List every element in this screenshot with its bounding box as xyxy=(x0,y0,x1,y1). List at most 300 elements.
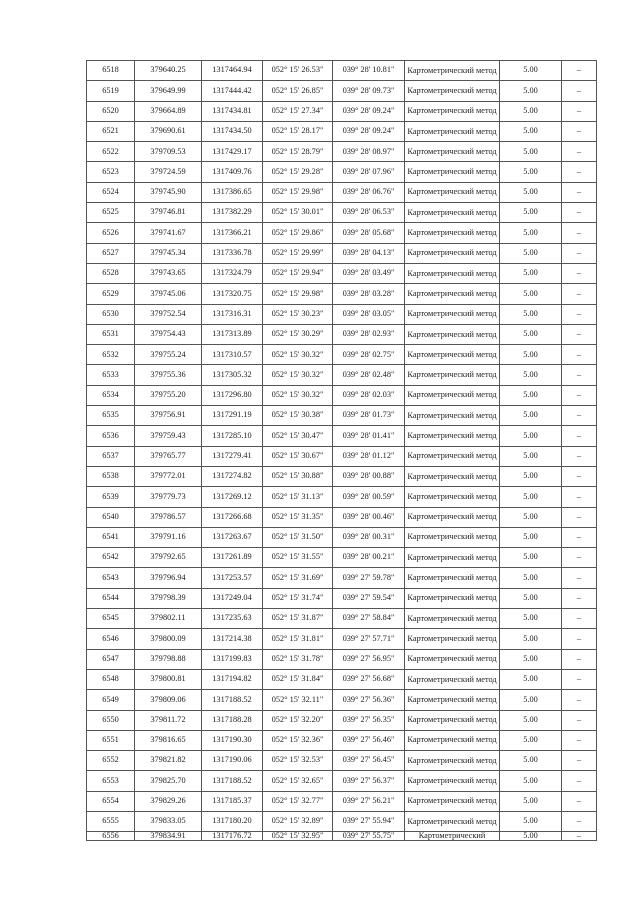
note-cell: – xyxy=(562,142,597,162)
accuracy-cell: 5.00 xyxy=(500,710,562,730)
table-row xyxy=(87,365,597,385)
point-number-cell: 6556 xyxy=(87,832,135,841)
x-coordinate-cell: 379745.06 xyxy=(135,284,202,304)
longitude-cell: 039° 28' 00.31" xyxy=(333,527,405,547)
latitude-cell: 052° 15' 30.29" xyxy=(263,324,333,344)
note-cell: – xyxy=(562,182,597,202)
table-row xyxy=(87,304,597,324)
note-cell: – xyxy=(562,406,597,426)
y-coordinate-cell: 1317310.57 xyxy=(202,345,263,365)
y-coordinate-cell: 1317296.80 xyxy=(202,385,263,405)
point-number-cell: 6555 xyxy=(87,811,135,831)
y-coordinate-cell: 1317269.12 xyxy=(202,487,263,507)
note-cell: – xyxy=(562,263,597,283)
method-cell: Картометрический метод xyxy=(405,710,500,730)
latitude-cell: 052° 15' 30.32" xyxy=(263,365,333,385)
point-number-cell: 6539 xyxy=(87,487,135,507)
accuracy-cell: 5.00 xyxy=(500,548,562,568)
y-coordinate-cell: 1317336.78 xyxy=(202,243,263,263)
longitude-cell: 039° 27' 56.37" xyxy=(333,771,405,791)
point-number-cell: 6554 xyxy=(87,791,135,811)
accuracy-cell: 5.00 xyxy=(500,162,562,182)
point-number-cell: 6543 xyxy=(87,568,135,588)
table-row xyxy=(87,81,597,101)
accuracy-cell: 5.00 xyxy=(500,345,562,365)
note-cell: – xyxy=(562,61,597,81)
method-cell: Картометрический метод xyxy=(405,690,500,710)
x-coordinate-cell: 379664.89 xyxy=(135,101,202,121)
method-cell: Картометрический метод xyxy=(405,751,500,771)
note-cell: – xyxy=(562,771,597,791)
latitude-cell: 052° 15' 31.74" xyxy=(263,588,333,608)
y-coordinate-cell: 1317279.41 xyxy=(202,446,263,466)
latitude-cell: 052° 15' 30.32" xyxy=(263,385,333,405)
note-cell: – xyxy=(562,121,597,141)
method-cell: Картометрический метод xyxy=(405,669,500,689)
point-number-cell: 6518 xyxy=(87,61,135,81)
point-number-cell: 6523 xyxy=(87,162,135,182)
latitude-cell: 052° 15' 29.98" xyxy=(263,284,333,304)
note-cell: – xyxy=(562,324,597,344)
method-cell: Картометрический метод xyxy=(405,121,500,141)
x-coordinate-cell: 379802.11 xyxy=(135,609,202,629)
x-coordinate-cell: 379834.91 xyxy=(135,832,202,841)
accuracy-cell: 5.00 xyxy=(500,649,562,669)
method-cell: Картометрический метод xyxy=(405,791,500,811)
longitude-cell: 039° 28' 09.24" xyxy=(333,121,405,141)
latitude-cell: 052° 15' 26.53" xyxy=(263,61,333,81)
point-number-cell: 6531 xyxy=(87,324,135,344)
point-number-cell: 6545 xyxy=(87,609,135,629)
longitude-cell: 039° 27' 56.68" xyxy=(333,669,405,689)
longitude-cell: 039° 28' 02.93" xyxy=(333,324,405,344)
method-cell: Картометрический метод xyxy=(405,61,500,81)
x-coordinate-cell: 379743.65 xyxy=(135,263,202,283)
table-row xyxy=(87,730,597,750)
longitude-cell: 039° 28' 06.76" xyxy=(333,182,405,202)
point-number-cell: 6534 xyxy=(87,385,135,405)
table-row xyxy=(87,548,597,568)
point-number-cell: 6533 xyxy=(87,365,135,385)
accuracy-cell: 5.00 xyxy=(500,223,562,243)
x-coordinate-cell: 379724.59 xyxy=(135,162,202,182)
note-cell: – xyxy=(562,527,597,547)
point-number-cell: 6552 xyxy=(87,751,135,771)
table-row xyxy=(87,385,597,405)
table-body xyxy=(87,61,597,841)
accuracy-cell: 5.00 xyxy=(500,101,562,121)
table-row xyxy=(87,263,597,283)
note-cell: – xyxy=(562,81,597,101)
table-row xyxy=(87,61,597,81)
accuracy-cell: 5.00 xyxy=(500,487,562,507)
longitude-cell: 039° 28' 00.46" xyxy=(333,507,405,527)
accuracy-cell: 5.00 xyxy=(500,466,562,486)
table-row xyxy=(87,324,597,344)
accuracy-cell: 5.00 xyxy=(500,527,562,547)
note-cell: – xyxy=(562,548,597,568)
method-cell: Картометрический метод xyxy=(405,304,500,324)
y-coordinate-cell: 1317291.19 xyxy=(202,406,263,426)
x-coordinate-cell: 379779.73 xyxy=(135,487,202,507)
longitude-cell: 039° 28' 06.53" xyxy=(333,203,405,223)
longitude-cell: 039° 27' 56.95" xyxy=(333,649,405,669)
accuracy-cell: 5.00 xyxy=(500,629,562,649)
method-cell: Картометрический xyxy=(405,832,500,841)
latitude-cell: 052° 15' 30.23" xyxy=(263,304,333,324)
table-row xyxy=(87,142,597,162)
note-cell: – xyxy=(562,223,597,243)
latitude-cell: 052° 15' 31.81" xyxy=(263,629,333,649)
method-cell: Картометрический метод xyxy=(405,406,500,426)
method-cell: Картометрический метод xyxy=(405,81,500,101)
point-number-cell: 6520 xyxy=(87,101,135,121)
y-coordinate-cell: 1317263.67 xyxy=(202,527,263,547)
note-cell: – xyxy=(562,609,597,629)
method-cell: Картометрический метод xyxy=(405,649,500,669)
x-coordinate-cell: 379800.81 xyxy=(135,669,202,689)
longitude-cell: 039° 27' 56.46" xyxy=(333,730,405,750)
latitude-cell: 052° 15' 32.77" xyxy=(263,791,333,811)
method-cell: Картометрический метод xyxy=(405,426,500,446)
point-number-cell: 6540 xyxy=(87,507,135,527)
x-coordinate-cell: 379800.09 xyxy=(135,629,202,649)
table-row xyxy=(87,649,597,669)
y-coordinate-cell: 1317261.89 xyxy=(202,548,263,568)
longitude-cell: 039° 28' 09.73" xyxy=(333,81,405,101)
x-coordinate-cell: 379640.25 xyxy=(135,61,202,81)
x-coordinate-cell: 379796.94 xyxy=(135,568,202,588)
latitude-cell: 052° 15' 30.32" xyxy=(263,345,333,365)
latitude-cell: 052° 15' 29.86" xyxy=(263,223,333,243)
method-cell: Картометрический метод xyxy=(405,548,500,568)
method-cell: Картометрический метод xyxy=(405,263,500,283)
point-number-cell: 6530 xyxy=(87,304,135,324)
longitude-cell: 039° 28' 05.68" xyxy=(333,223,405,243)
note-cell: – xyxy=(562,446,597,466)
point-number-cell: 6547 xyxy=(87,649,135,669)
longitude-cell: 039° 28' 09.24" xyxy=(333,101,405,121)
point-number-cell: 6532 xyxy=(87,345,135,365)
longitude-cell: 039° 27' 57.71" xyxy=(333,629,405,649)
y-coordinate-cell: 1317176.72 xyxy=(202,832,263,841)
accuracy-cell: 5.00 xyxy=(500,182,562,202)
method-cell: Картометрический метод xyxy=(405,324,500,344)
table-row xyxy=(87,203,597,223)
table-row xyxy=(87,690,597,710)
y-coordinate-cell: 1317188.52 xyxy=(202,690,263,710)
accuracy-cell: 5.00 xyxy=(500,751,562,771)
note-cell: – xyxy=(562,507,597,527)
x-coordinate-cell: 379755.20 xyxy=(135,385,202,405)
table-row xyxy=(87,121,597,141)
point-number-cell: 6521 xyxy=(87,121,135,141)
method-cell: Картометрический метод xyxy=(405,609,500,629)
table-row xyxy=(87,791,597,811)
accuracy-cell: 5.00 xyxy=(500,690,562,710)
x-coordinate-cell: 379811.72 xyxy=(135,710,202,730)
latitude-cell: 052° 15' 28.17" xyxy=(263,121,333,141)
accuracy-cell: 5.00 xyxy=(500,446,562,466)
x-coordinate-cell: 379755.24 xyxy=(135,345,202,365)
x-coordinate-cell: 379746.81 xyxy=(135,203,202,223)
x-coordinate-cell: 379759.43 xyxy=(135,426,202,446)
longitude-cell: 039° 27' 56.45" xyxy=(333,751,405,771)
y-coordinate-cell: 1317285.10 xyxy=(202,426,263,446)
accuracy-cell: 5.00 xyxy=(500,304,562,324)
method-cell: Картометрический метод xyxy=(405,203,500,223)
latitude-cell: 052° 15' 31.69" xyxy=(263,568,333,588)
method-cell: Картометрический метод xyxy=(405,345,500,365)
table-row xyxy=(87,527,597,547)
note-cell: – xyxy=(562,568,597,588)
method-cell: Картометрический метод xyxy=(405,466,500,486)
y-coordinate-cell: 1317180.20 xyxy=(202,811,263,831)
x-coordinate-cell: 379765.77 xyxy=(135,446,202,466)
latitude-cell: 052° 15' 29.28" xyxy=(263,162,333,182)
longitude-cell: 039° 27' 59.78" xyxy=(333,568,405,588)
latitude-cell: 052° 15' 26.85" xyxy=(263,81,333,101)
note-cell: – xyxy=(562,365,597,385)
longitude-cell: 039° 28' 03.05" xyxy=(333,304,405,324)
point-number-cell: 6548 xyxy=(87,669,135,689)
note-cell: – xyxy=(562,243,597,263)
accuracy-cell: 5.00 xyxy=(500,669,562,689)
method-cell: Картометрический метод xyxy=(405,284,500,304)
accuracy-cell: 5.00 xyxy=(500,203,562,223)
accuracy-cell: 5.00 xyxy=(500,609,562,629)
latitude-cell: 052° 15' 31.50" xyxy=(263,527,333,547)
method-cell: Картометрический метод xyxy=(405,730,500,750)
note-cell: – xyxy=(562,345,597,365)
note-cell: – xyxy=(562,832,597,841)
x-coordinate-cell: 379754.43 xyxy=(135,324,202,344)
latitude-cell: 052° 15' 30.88" xyxy=(263,466,333,486)
method-cell: Картометрический метод xyxy=(405,568,500,588)
note-cell: – xyxy=(562,751,597,771)
table-row xyxy=(87,162,597,182)
y-coordinate-cell: 1317444.42 xyxy=(202,81,263,101)
latitude-cell: 052° 15' 32.20" xyxy=(263,710,333,730)
note-cell: – xyxy=(562,730,597,750)
x-coordinate-cell: 379709.53 xyxy=(135,142,202,162)
table-row xyxy=(87,507,597,527)
longitude-cell: 039° 28' 10.81" xyxy=(333,61,405,81)
longitude-cell: 039° 28' 08.97" xyxy=(333,142,405,162)
note-cell: – xyxy=(562,669,597,689)
y-coordinate-cell: 1317194.82 xyxy=(202,669,263,689)
method-cell: Картометрический метод xyxy=(405,142,500,162)
table-row xyxy=(87,669,597,689)
x-coordinate-cell: 379809.06 xyxy=(135,690,202,710)
latitude-cell: 052° 15' 31.35" xyxy=(263,507,333,527)
y-coordinate-cell: 1317188.28 xyxy=(202,710,263,730)
note-cell: – xyxy=(562,466,597,486)
note-cell: – xyxy=(562,101,597,121)
point-number-cell: 6536 xyxy=(87,426,135,446)
accuracy-cell: 5.00 xyxy=(500,385,562,405)
point-number-cell: 6528 xyxy=(87,263,135,283)
accuracy-cell: 5.00 xyxy=(500,811,562,831)
table-row xyxy=(87,832,597,841)
x-coordinate-cell: 379755.36 xyxy=(135,365,202,385)
latitude-cell: 052° 15' 31.13" xyxy=(263,487,333,507)
table-row xyxy=(87,243,597,263)
accuracy-cell: 5.00 xyxy=(500,791,562,811)
x-coordinate-cell: 379792.65 xyxy=(135,548,202,568)
accuracy-cell: 5.00 xyxy=(500,588,562,608)
coordinates-table xyxy=(86,60,597,841)
latitude-cell: 052° 15' 32.95" xyxy=(263,832,333,841)
y-coordinate-cell: 1317188.52 xyxy=(202,771,263,791)
table-row xyxy=(87,771,597,791)
longitude-cell: 039° 28' 01.12" xyxy=(333,446,405,466)
y-coordinate-cell: 1317235.63 xyxy=(202,609,263,629)
y-coordinate-cell: 1317366.21 xyxy=(202,223,263,243)
x-coordinate-cell: 379745.90 xyxy=(135,182,202,202)
accuracy-cell: 5.00 xyxy=(500,426,562,446)
note-cell: – xyxy=(562,304,597,324)
accuracy-cell: 5.00 xyxy=(500,263,562,283)
x-coordinate-cell: 379816.65 xyxy=(135,730,202,750)
accuracy-cell: 5.00 xyxy=(500,324,562,344)
note-cell: – xyxy=(562,203,597,223)
latitude-cell: 052° 15' 32.65" xyxy=(263,771,333,791)
table-row xyxy=(87,568,597,588)
longitude-cell: 039° 27' 56.35" xyxy=(333,710,405,730)
longitude-cell: 039° 28' 01.41" xyxy=(333,426,405,446)
note-cell: – xyxy=(562,426,597,446)
y-coordinate-cell: 1317199.83 xyxy=(202,649,263,669)
latitude-cell: 052° 15' 31.55" xyxy=(263,548,333,568)
y-coordinate-cell: 1317190.06 xyxy=(202,751,263,771)
table-row xyxy=(87,426,597,446)
y-coordinate-cell: 1317320.75 xyxy=(202,284,263,304)
method-cell: Картометрический метод xyxy=(405,385,500,405)
longitude-cell: 039° 27' 55.75" xyxy=(333,832,405,841)
y-coordinate-cell: 1317305.32 xyxy=(202,365,263,385)
x-coordinate-cell: 379756.91 xyxy=(135,406,202,426)
note-cell: – xyxy=(562,588,597,608)
point-number-cell: 6542 xyxy=(87,548,135,568)
latitude-cell: 052° 15' 32.53" xyxy=(263,751,333,771)
latitude-cell: 052° 15' 28.79" xyxy=(263,142,333,162)
accuracy-cell: 5.00 xyxy=(500,730,562,750)
longitude-cell: 039° 28' 01.73" xyxy=(333,406,405,426)
point-number-cell: 6525 xyxy=(87,203,135,223)
x-coordinate-cell: 379786.57 xyxy=(135,507,202,527)
y-coordinate-cell: 1317429.17 xyxy=(202,142,263,162)
table-row xyxy=(87,588,597,608)
latitude-cell: 052° 15' 29.98" xyxy=(263,182,333,202)
method-cell: Картометрический метод xyxy=(405,629,500,649)
longitude-cell: 039° 27' 59.54" xyxy=(333,588,405,608)
table-row xyxy=(87,284,597,304)
accuracy-cell: 5.00 xyxy=(500,365,562,385)
x-coordinate-cell: 379690.61 xyxy=(135,121,202,141)
x-coordinate-cell: 379798.39 xyxy=(135,588,202,608)
table-row xyxy=(87,609,597,629)
table-row xyxy=(87,629,597,649)
longitude-cell: 039° 28' 00.59" xyxy=(333,487,405,507)
y-coordinate-cell: 1317434.81 xyxy=(202,101,263,121)
latitude-cell: 052° 15' 32.36" xyxy=(263,730,333,750)
accuracy-cell: 5.00 xyxy=(500,406,562,426)
note-cell: – xyxy=(562,487,597,507)
y-coordinate-cell: 1317266.68 xyxy=(202,507,263,527)
note-cell: – xyxy=(562,791,597,811)
note-cell: – xyxy=(562,385,597,405)
accuracy-cell: 5.00 xyxy=(500,81,562,101)
y-coordinate-cell: 1317464.94 xyxy=(202,61,263,81)
method-cell: Картометрический метод xyxy=(405,527,500,547)
note-cell: – xyxy=(562,284,597,304)
note-cell: – xyxy=(562,649,597,669)
x-coordinate-cell: 379821.82 xyxy=(135,751,202,771)
longitude-cell: 039° 28' 03.28" xyxy=(333,284,405,304)
method-cell: Картометрический метод xyxy=(405,588,500,608)
y-coordinate-cell: 1317274.82 xyxy=(202,466,263,486)
x-coordinate-cell: 379833.05 xyxy=(135,811,202,831)
longitude-cell: 039° 27' 56.21" xyxy=(333,791,405,811)
method-cell: Картометрический метод xyxy=(405,771,500,791)
point-number-cell: 6553 xyxy=(87,771,135,791)
accuracy-cell: 5.00 xyxy=(500,121,562,141)
latitude-cell: 052° 15' 30.01" xyxy=(263,203,333,223)
table-row xyxy=(87,811,597,831)
method-cell: Картометрический метод xyxy=(405,243,500,263)
y-coordinate-cell: 1317214.38 xyxy=(202,629,263,649)
latitude-cell: 052° 15' 31.87" xyxy=(263,609,333,629)
table-row xyxy=(87,223,597,243)
method-cell: Картометрический метод xyxy=(405,811,500,831)
y-coordinate-cell: 1317185.37 xyxy=(202,791,263,811)
point-number-cell: 6519 xyxy=(87,81,135,101)
table-row xyxy=(87,446,597,466)
accuracy-cell: 5.00 xyxy=(500,507,562,527)
accuracy-cell: 5.00 xyxy=(500,568,562,588)
latitude-cell: 052° 15' 27.34" xyxy=(263,101,333,121)
longitude-cell: 039° 28' 00.21" xyxy=(333,548,405,568)
latitude-cell: 052° 15' 29.94" xyxy=(263,263,333,283)
method-cell: Картометрический метод xyxy=(405,162,500,182)
y-coordinate-cell: 1317316.31 xyxy=(202,304,263,324)
method-cell: Картометрический метод xyxy=(405,223,500,243)
note-cell: – xyxy=(562,629,597,649)
accuracy-cell: 5.00 xyxy=(500,142,562,162)
latitude-cell: 052° 15' 30.38" xyxy=(263,406,333,426)
accuracy-cell: 5.00 xyxy=(500,832,562,841)
table-row xyxy=(87,345,597,365)
method-cell: Картометрический метод xyxy=(405,365,500,385)
longitude-cell: 039° 28' 03.49" xyxy=(333,263,405,283)
table-row xyxy=(87,466,597,486)
point-number-cell: 6529 xyxy=(87,284,135,304)
table-row xyxy=(87,751,597,771)
longitude-cell: 039° 28' 02.03" xyxy=(333,385,405,405)
longitude-cell: 039° 28' 07.96" xyxy=(333,162,405,182)
y-coordinate-cell: 1317249.04 xyxy=(202,588,263,608)
y-coordinate-cell: 1317382.29 xyxy=(202,203,263,223)
method-cell: Картометрический метод xyxy=(405,101,500,121)
y-coordinate-cell: 1317190.30 xyxy=(202,730,263,750)
table-row xyxy=(87,710,597,730)
method-cell: Картометрический метод xyxy=(405,446,500,466)
y-coordinate-cell: 1317386.65 xyxy=(202,182,263,202)
point-number-cell: 6537 xyxy=(87,446,135,466)
x-coordinate-cell: 379741.67 xyxy=(135,223,202,243)
point-number-cell: 6541 xyxy=(87,527,135,547)
